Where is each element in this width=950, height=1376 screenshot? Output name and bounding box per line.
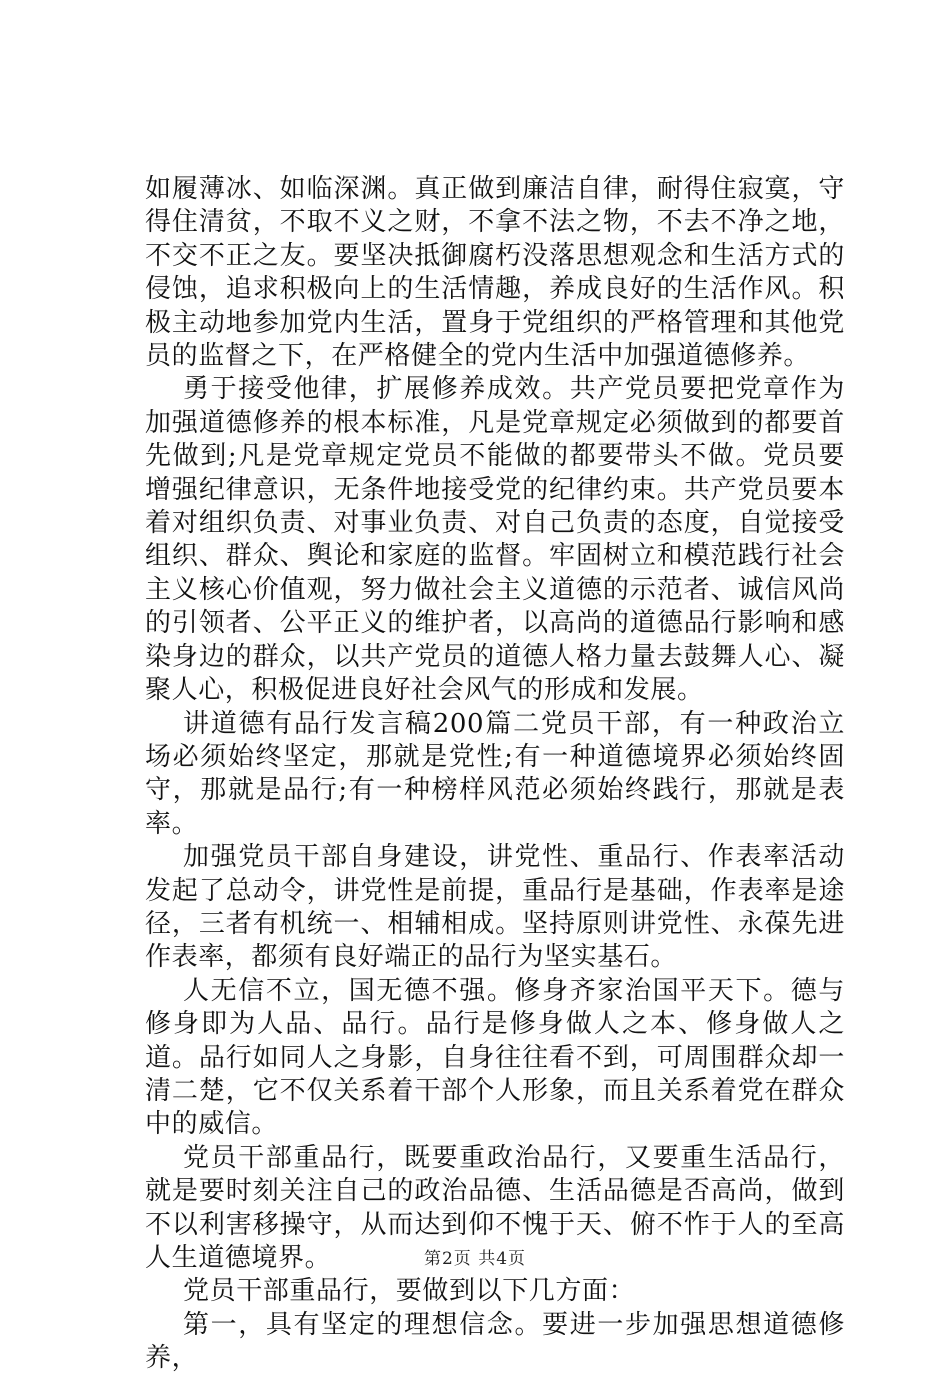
- paragraph: 人无信不立，国无德不强。修身齐家治国平天下。德与修身即为人品、品行。品行是修身做人之本、修身做人之道。品行如同人之身影，自身往往看不到，可周围群众却一清二楚，它不仅关系着干部个人形象，而且关系着党在群众中的威信。: [145, 975, 845, 1140]
- paragraph: 如履薄冰、如临深渊。真正做到廉洁自律，耐得住寂寞，守得住清贫，不取不义之财，不拿不法之物，不去不净之地，不交不正之友。要坚决抵御腐朽没落思想观念和生活方式的侵蚀，追求积极向上的生活情趣，养成良好的生活作风。积极主动地参加党内生活，置身于党组织的严格管理和其他党员的监督之下，在严格健全的党内生活中加强道德修养。: [145, 174, 845, 372]
- paragraph: 党员干部重品行，既要重政治品行，又要重生活品行，就是要时刻关注自己的政治品德、生活品德是否高尚，做到不以利害移操守，从而达到仰不愧于天、俯不怍于人的至高人生道德境界。: [145, 1142, 845, 1273]
- paragraph: 勇于接受他律，扩展修养成效。共产党员要把党章作为加强道德修养的根本标准，凡是党章规定必须做到的都要首先做到;凡是党章规定党员不能做的都要带头不做。党员要增强纪律意识，无条件地接受党的纪律约束。共产党员要本着对组织负责、对事业负责、对自己负责的态度，自觉接受组织、群众、舆论和家庭的监督。牢固树立和模范践行社会主义核心价值观，努力做社会主义道德的示范者、诚信风尚的引领者、公平正义的维护者，以高尚的道德品行影响和感染身边的群众，以共产党员的道德人格力量去鼓舞人心、凝聚人心，积极促进良好社会风气的形成和发展。: [145, 374, 845, 706]
- paragraph: 党员干部重品行，要做到以下几方面：: [183, 1276, 636, 1307]
- paragraph: 第一，具有坚定的理想信念。要进一步加强思想道德修养，: [145, 1309, 845, 1374]
- paragraph: 讲道德有品行发言稿200篇二党员干部，有一种政治立场必须始终坚定，那就是党性;有一种道德境界必须始终固守，那就是品行;有一种榜样风范必须始终践行，那就是表率。: [145, 708, 845, 839]
- page-number-footer: 第2页 共4页: [423, 1249, 527, 1269]
- document-body: [145, 173, 845, 1376]
- paragraph: 加强党员干部自身建设，讲党性、重品行、作表率活动发起了总动令，讲党性是前提，重品行是基础，作表率是途径，三者有机统一、相辅相成。坚持原则讲党性、永葆先进作表率，都须有良好端正的品行为坚实基石。: [145, 842, 845, 973]
